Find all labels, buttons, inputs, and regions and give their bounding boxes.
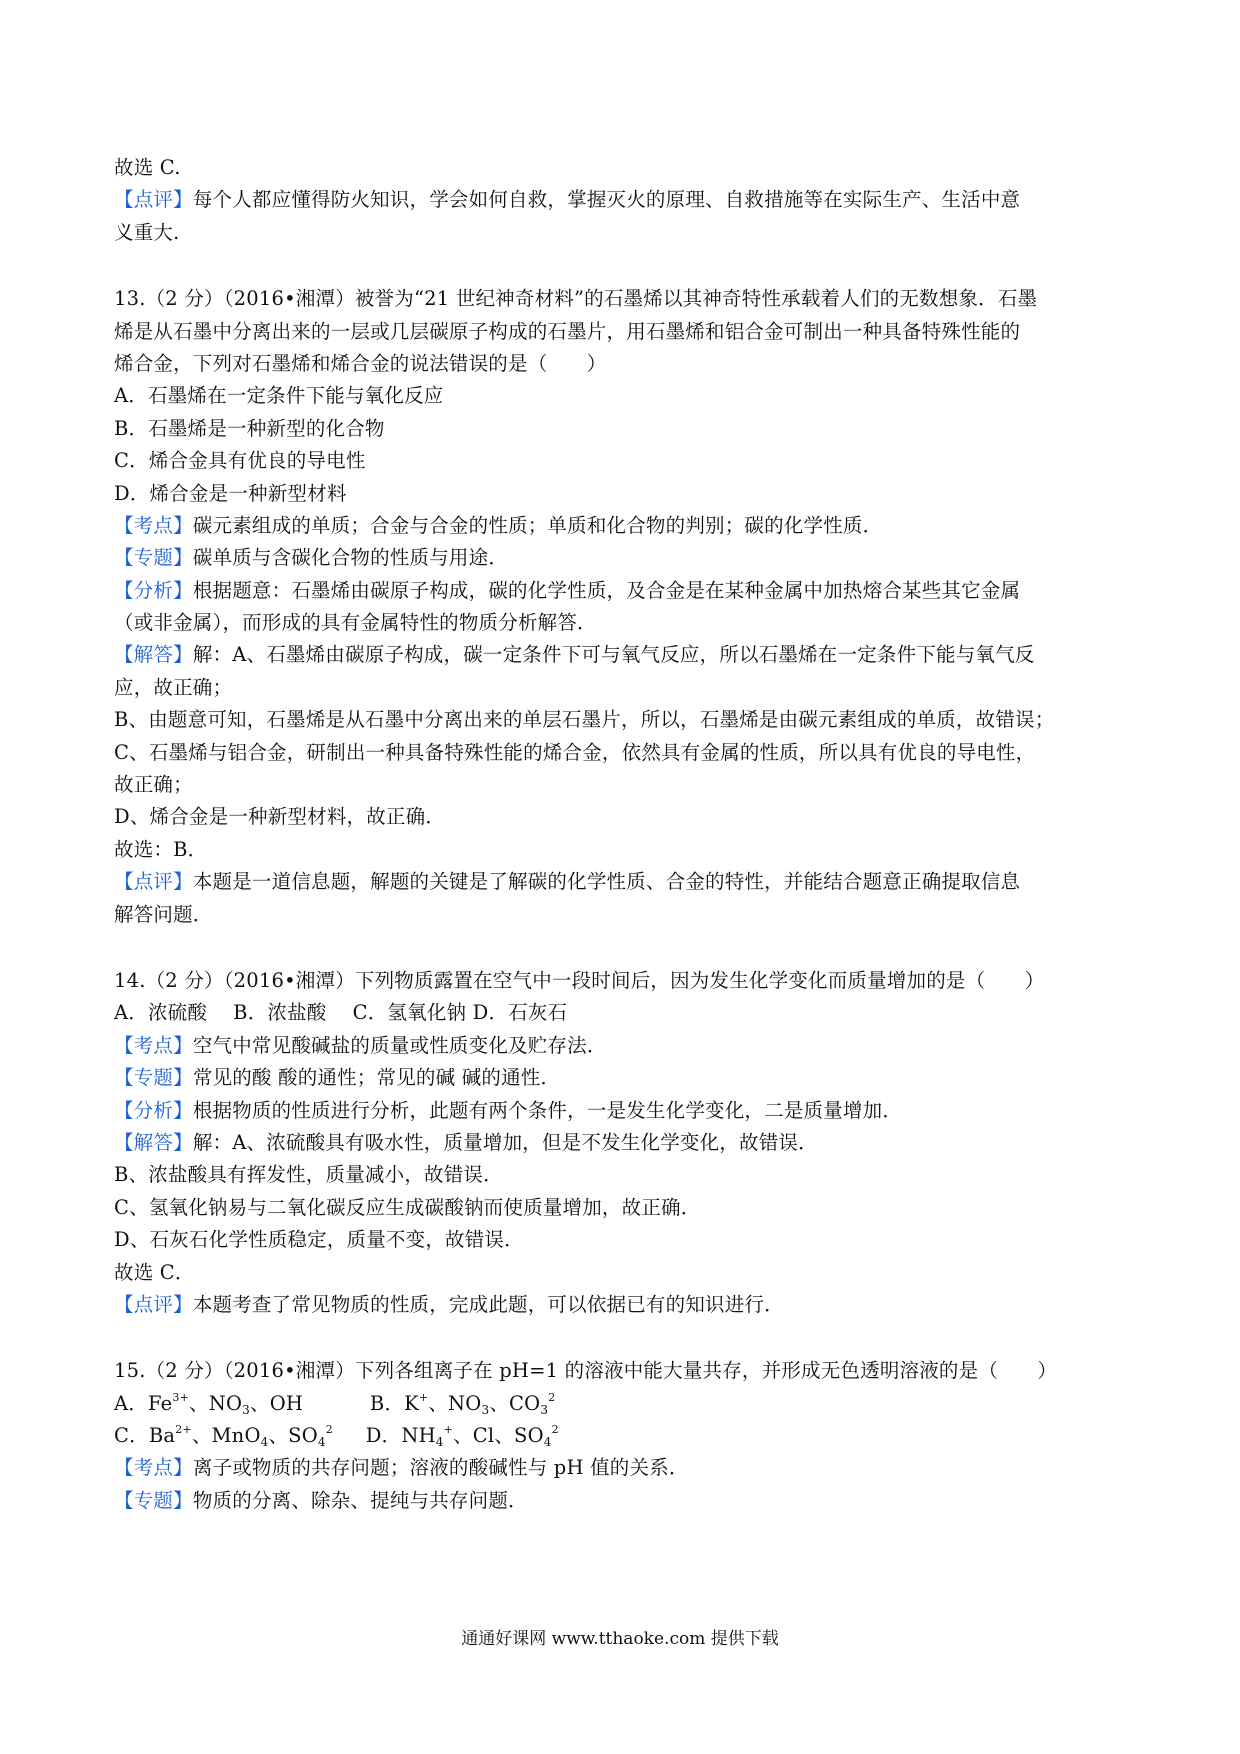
superscript: 2 [548,1390,556,1404]
topic-text: 碳单质与含碳化合物的性质与用途． [192,546,509,570]
analysis-tag: 【分析】 [114,1098,193,1122]
option-b-text: B．K [369,1391,419,1415]
review-tag: 【点评】 [114,870,193,894]
option-a: A．石墨烯在一定条件下能与氧化反应 [114,384,444,408]
option-b [370,1392,555,1415]
solution-tag: 【解答】 [114,1130,193,1154]
topic [114,1485,1134,1517]
answer-line: 故选 C. [114,156,181,179]
solution-cont: D、石灰石化学性质稳定，质量不变，故错误． [114,1228,524,1252]
knowledge-text: 离子或物质的共存问题；溶液的酸碱性与 pH 值的关系． [192,1456,689,1480]
review-text: 本题是一道信息题，解题的关键是了解碳的化学性质、合金的特性，并能结合题意正确提取信息 [192,870,1021,894]
superscript: 3+ [172,1390,190,1404]
solution-tag: 【解答】 [114,643,193,667]
option-d-text: 、SO [494,1424,544,1448]
page-footer: 通通好课网 www.tthaoke.com 提供下载 [461,1629,779,1649]
analysis-cont: （或非金属），而形成的具有金属特性的物质分析解答． [114,611,597,635]
review-line-cont: 解答问题． [114,902,213,926]
analysis [114,575,1134,607]
analysis [114,1095,1134,1127]
knowledge-text: 空气中常见酸碱盐的质量或性质变化及贮存法． [192,1033,607,1057]
option-c [114,1423,339,1450]
subscript: 4 [260,1435,269,1450]
question-stem: 烯合金，下列对石墨烯和烯合金的说法错误的是（ ） [114,351,607,375]
review-line [114,1289,1134,1321]
option-a [114,1392,310,1415]
subscript: 3 [242,1402,251,1417]
solution-cont: C、氢氧化钠易与二氧化碳反应生成碳酸钠而使质量增加，故正确． [114,1195,701,1219]
option-b-text: 、CO [489,1391,541,1415]
question-stem: 15.（2 分）（2016•湘潭）下列各组离子在 pH=1 的溶液中能大量共存，并形成无色透明溶液的是（ ） [114,1359,1058,1383]
document-body [114,152,1134,1517]
superscript: 2 [325,1423,333,1437]
subscript: 4 [435,1435,444,1450]
option-c: C．烯合金具有优良的导电性 [114,449,366,473]
topic [114,542,1134,574]
topic-tag: 【专题】 [114,1488,193,1512]
subscript: 3 [540,1402,549,1417]
question-stem: 14.（2 分）（2016•湘潭）下列物质露置在空气中一段时间后，因为发生化学变化而质量增加的是（ ） [114,968,1045,992]
option-a-text: 、OH [250,1391,304,1415]
solution-cont: D、烯合金是一种新型材料，故正确． [114,805,446,829]
option-c-text: 、MnO [191,1424,261,1448]
knowledge-tag: 【考点】 [114,513,193,537]
review-tag: 【点评】 [114,188,193,212]
solution-cont: 应，故正确； [114,675,233,699]
analysis-tag: 【分析】 [114,578,193,602]
topic-text: 物质的分离、除杂、提纯与共存问题． [192,1488,528,1512]
analysis-text: 根据题意：石墨烯由碳原子构成，碳的化学性质，及合金是在某种金属中加热熔合某些其它金属 [192,578,1021,602]
solution-text: 解：A、石墨烯由碳原子构成，碳一定条件下可与氧气反应，所以石墨烯在一定条件下能与氧气反 [192,643,1035,667]
topic-text: 常见的酸 酸的通性；常见的碱 碱的通性． [192,1066,561,1090]
option-d-text: 、Cl [453,1424,495,1448]
solution [114,1127,1134,1159]
options-row-ab [114,1388,1134,1420]
question-13 [114,283,1134,931]
topic [114,1062,1134,1094]
knowledge-point [114,510,1134,542]
option-a-text: 、NO [189,1391,243,1415]
question-stem: 烯是从石墨中分离出来的一层或几层碳原子构成的石墨片，用石墨烯和铝合金可制出一种具备特殊性能的 [114,319,1021,343]
subscript: 3 [481,1402,490,1417]
knowledge-tag: 【考点】 [114,1033,193,1057]
knowledge-point [114,1030,1134,1062]
solution-cont: B、浓盐酸具有挥发性，质量减小，故错误． [114,1163,503,1187]
knowledge-tag: 【考点】 [114,1456,193,1480]
analysis-text: 根据物质的性质进行分析，此题有两个条件，一是发生化学变化，二是质量增加． [192,1098,903,1122]
review-line-cont: 义重大. [114,220,180,244]
options-row-cd [114,1420,1134,1452]
solution-cont: B、由题意可知，石墨烯是从石墨中分离出来的单层石墨片，所以，石墨烯是由碳元素组成的单质，故错误； [114,708,1055,732]
topic-tag: 【专题】 [114,546,193,570]
option-b-text: 、NO [428,1391,482,1415]
option-b: B．石墨烯是一种新型的化合物 [114,416,385,440]
review-tag: 【点评】 [114,1292,193,1316]
subscript: 4 [317,1435,326,1450]
option-a-text: A．Fe [114,1391,173,1415]
solution-cont: C、石墨烯与铝合金，研制出一种具备特殊性能的烯合金，依然具有金属的性质，所以具有优良的导电性， [114,740,1036,764]
question-15 [114,1355,1134,1517]
superscript: 2 [551,1423,559,1437]
solution-text: 解：A、浓硫酸具有吸水性，质量增加，但是不发生化学变化，故错误． [192,1130,818,1154]
solution-cont: 故正确； [114,773,193,797]
review-text: 每个人都应懂得防火知识，学会如何自救，掌握灭火的原理、自救措施等在实际生产、生活中意 [192,188,1021,212]
topic-tag: 【专题】 [114,1066,193,1090]
review-text: 本题考查了常见物质的性质，完成此题，可以依据已有的知识进行． [192,1292,784,1316]
solution [114,639,1134,671]
superscript: + [418,1390,429,1404]
review-line [114,184,1134,216]
options-row: A．浓硫酸 B．浓盐酸 C．氢氧化钠 D．石灰石 [114,1001,568,1025]
option-d-text: D．NH [365,1424,436,1448]
option-c-text: 、SO [268,1424,318,1448]
subscript: 4 [543,1435,552,1450]
answer-line: 故选 C． [114,1260,195,1284]
knowledge-text: 碳元素组成的单质；合金与合金的性质；单质和化合物的判别；碳的化学性质． [192,513,883,537]
option-c-text: C．Ba [114,1424,176,1448]
question-14 [114,965,1134,1321]
superscript: + [443,1423,454,1437]
superscript: 2+ [175,1423,192,1437]
option-d: D．烯合金是一种新型材料 [114,481,347,505]
review-line [114,866,1134,898]
knowledge-point [114,1452,1134,1484]
answer-line: 故选：B． [114,837,208,861]
question-stem: 13.（2 分）（2016•湘潭）被誉为“21 世纪神奇材料”的石墨烯以其神奇特性承载着人们的无数想象．石墨 [114,287,1038,311]
option-d [365,1423,559,1450]
